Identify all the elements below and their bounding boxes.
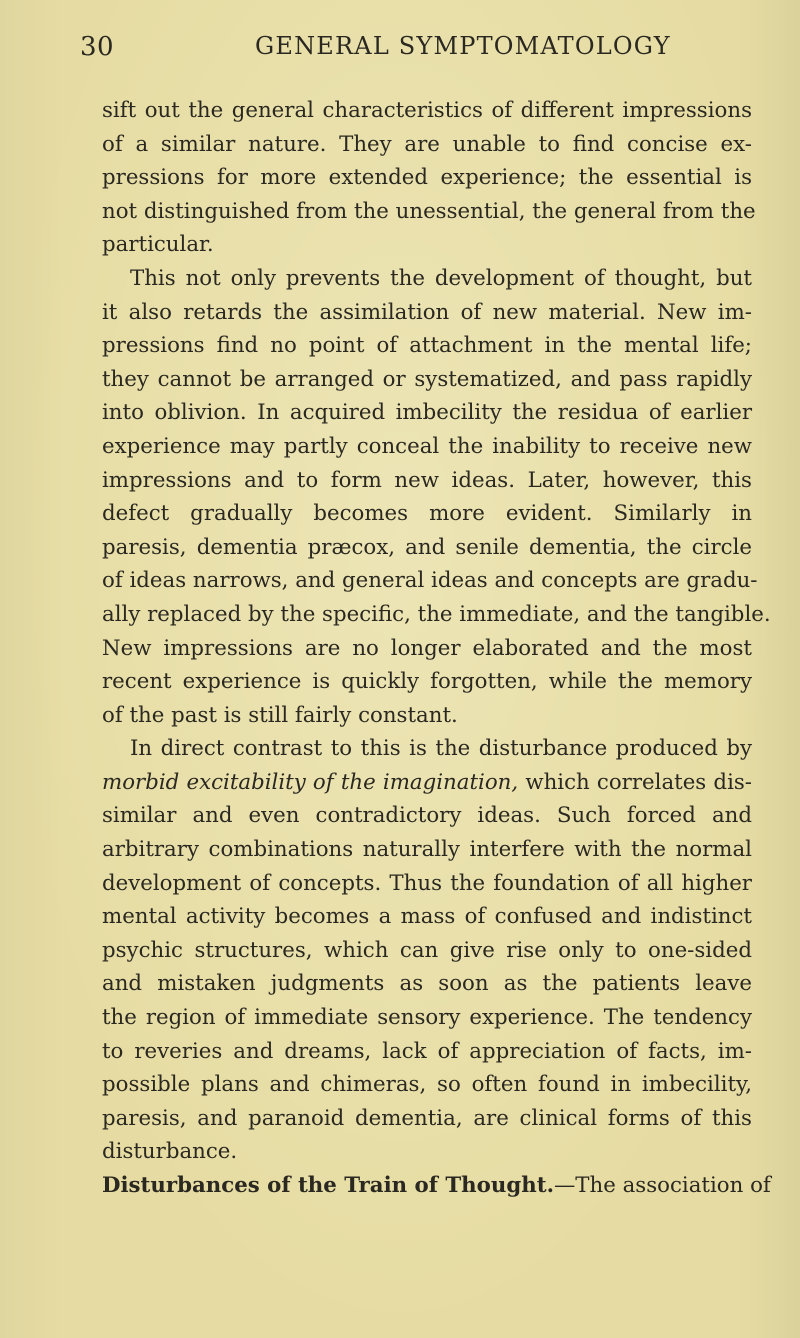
- text-line: possible plans and chimeras, so often found in imbecility,: [102, 1072, 752, 1098]
- text-line: disturbance.: [102, 1139, 238, 1165]
- text-line: pressions for more extended experience; the essential is: [102, 165, 752, 191]
- text-line: recent experience is quickly forgotten, while the memory: [102, 669, 752, 695]
- text-line: of ideas narrows, and general ideas and concepts are gradu-: [102, 568, 758, 594]
- text-line: experience may partly conceal the inability to receive new: [102, 433, 752, 459]
- text-line: sift out the general characteristics of different impressions: [102, 98, 752, 123]
- section-heading: Disturbances of the Train of Thought.: [102, 1173, 554, 1198]
- text-line: similar and even contradictory ideas. Such forced and: [102, 803, 752, 829]
- text-line: New impressions are no longer elaborated and the most: [102, 635, 752, 661]
- text-line: defect gradually becomes more evident. Similarly in: [102, 501, 752, 527]
- text-line: ally replaced by the specific, the immediate, and the tangible.: [102, 601, 771, 627]
- text-line: and mistaken judgments as soon as the patients leave: [102, 971, 752, 997]
- text-line: particular.: [102, 232, 214, 258]
- text-line: pressions find no point of attachment in the mental life;: [102, 333, 752, 359]
- text-line: mental activity becomes a mass of confused and indistinct: [102, 904, 752, 930]
- text-line: arbitrary combinations naturally interfere with the normal: [102, 837, 752, 863]
- running-head: GENERAL SYMPTOMATOLOGY: [255, 32, 671, 60]
- text-line: impressions and to form new ideas. Later, however, this: [102, 467, 752, 493]
- page-header: [80, 32, 760, 72]
- page-number: 30: [80, 32, 115, 62]
- text-line: development of concepts. Thus the foundation of all higher: [102, 870, 752, 896]
- section-heading-line: [102, 1169, 771, 1203]
- line-continuation: which correlates dis-: [518, 769, 753, 795]
- text-line: This not only prevents the development of thought, but: [130, 265, 752, 291]
- text-line: they cannot be arranged or systematized, and pass rapidly: [102, 366, 752, 392]
- text-line: into oblivion. In acquired imbecility the residua of earlier: [102, 400, 752, 426]
- text-line: paresis, dementia præcox, and senile dementia, the circle: [102, 534, 752, 560]
- text-line: psychic structures, which can give rise only to one-sided: [102, 937, 752, 963]
- text-line: paresis, and paranoid dementia, are clinical forms of this: [102, 1105, 752, 1131]
- text-line: not distinguished from the unessential, the general from the: [102, 198, 756, 224]
- text-line: it also retards the assimilation of new material. New im-: [102, 299, 752, 325]
- body-text: [102, 94, 771, 1203]
- text-line-italic-phrase: [102, 766, 752, 800]
- line-continuation: —The association of: [554, 1173, 771, 1198]
- text-line: of a similar nature. They are unable to find concise ex-: [102, 131, 752, 157]
- text-line: the region of immediate sensory experience. The tendency: [102, 1005, 752, 1031]
- text-line: to reveries and dreams, lack of appreciation of facts, im-: [102, 1038, 752, 1064]
- italic-phrase: morbid excitability of the imagination,: [102, 769, 519, 795]
- text-line: In direct contrast to this is the disturbance produced by: [130, 736, 752, 762]
- text-line: of the past is still fairly constant.: [102, 702, 458, 728]
